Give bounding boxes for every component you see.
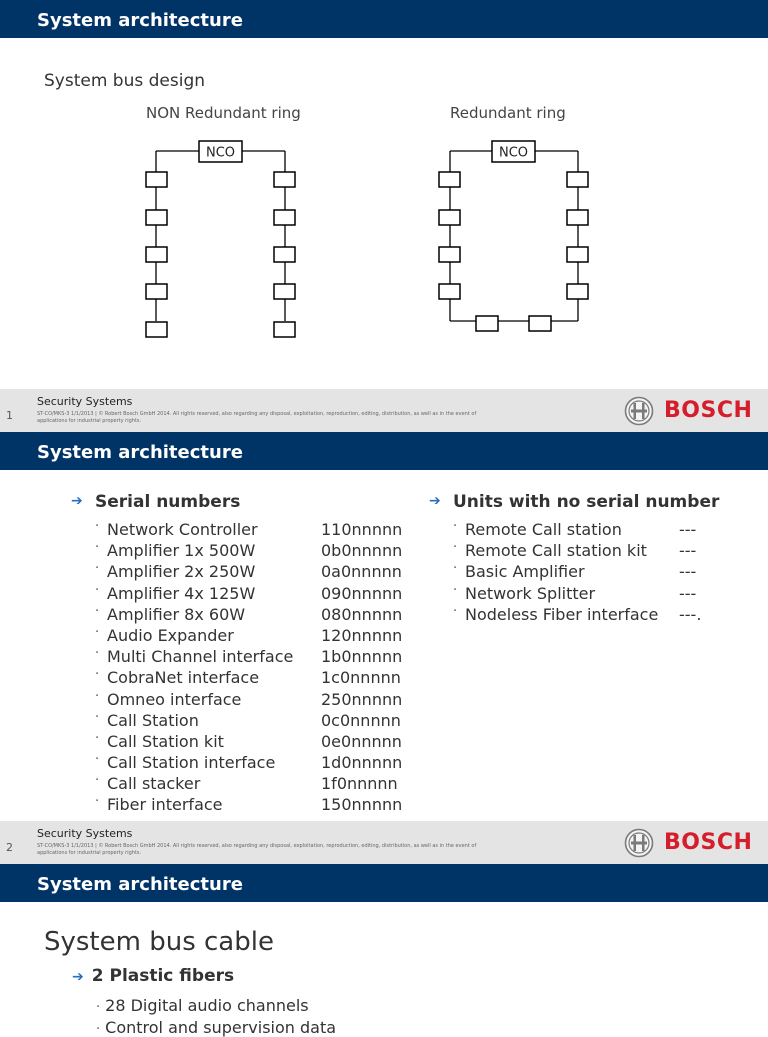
no-serial-heading: ➔ Units with no serial number: [429, 492, 720, 512]
no-serial-list: [429, 520, 759, 626]
list-item: · Control and supervision data: [96, 1018, 337, 1037]
list-item: · Audio Expander 120nnnnn: [95, 624, 403, 645]
node-box: [567, 172, 588, 187]
list-item: · Nodeless Fiber interface ---.: [453, 603, 702, 624]
slide-2: [0, 432, 768, 864]
node-box: [274, 172, 295, 187]
page-number: 2: [6, 841, 13, 854]
node-box: [439, 284, 460, 299]
bullet-dot-icon: ·: [453, 582, 458, 598]
node-box: [146, 322, 167, 337]
bullet-dot-icon: ·: [453, 519, 458, 534]
bullet-dot-icon: ·: [95, 540, 100, 556]
bullet-dot-icon: ·: [95, 646, 100, 662]
node-box: [439, 247, 460, 262]
sub-heading: ➔ 2 Plastic fibers: [72, 966, 235, 986]
list-item: · Basic Amplifier ---: [453, 561, 697, 582]
bosch-logo: [624, 828, 764, 858]
redundant-ring-label: Redundant ring: [450, 104, 566, 122]
list-item: · Call Station 0c0nnnnn: [95, 709, 401, 730]
bullet-dot-icon: ·: [96, 1022, 101, 1037]
section-heading: System bus cable: [44, 927, 274, 957]
bullet-dot-icon: ·: [95, 773, 100, 789]
section-heading: System bus design: [44, 71, 206, 91]
arrow-right-icon: ➔: [71, 493, 83, 509]
arrow-right-icon: ➔: [72, 969, 84, 985]
list-item: · Fiber interface 150nnnnn: [95, 794, 403, 815]
footer: [0, 389, 768, 432]
nco-label: NCO: [205, 145, 236, 161]
bullet-dot-icon: ·: [95, 709, 100, 725]
brand-wordmark: BOSCH: [664, 830, 753, 855]
node-box: [146, 172, 167, 187]
bullet-dot-icon: ·: [453, 603, 458, 619]
slide-title: System architecture: [37, 10, 243, 31]
node-box: [567, 210, 588, 225]
list-item: · Amplifier 2x 250W 0a0nnnnn: [95, 561, 402, 582]
list-item: · Remote Call station ---: [453, 519, 697, 539]
node-box: [274, 247, 295, 262]
list-item: · Amplifier 4x 125W 090nnnnn: [95, 582, 403, 603]
bosch-armature-icon: [624, 828, 654, 858]
title-bar: [0, 432, 768, 470]
nco-label: NCO: [498, 145, 529, 161]
bullet-dot-icon: ·: [95, 519, 100, 534]
arrow-right-icon: ➔: [429, 493, 441, 509]
footer: [0, 821, 768, 864]
list-item: · Multi Channel interface 1b0nnnnn: [95, 646, 403, 667]
slide-title: System architecture: [37, 442, 243, 463]
bosch-armature-icon: [624, 396, 654, 426]
company-name: Security Systems: [37, 827, 133, 840]
bullet-dot-icon: ·: [95, 688, 100, 704]
ring-diagrams: [0, 0, 768, 389]
node-box: [146, 247, 167, 262]
bullet-dot-icon: ·: [96, 1000, 101, 1015]
list-item: · 28 Digital audio channels: [96, 996, 309, 1015]
list-item: · Network Controller 110nnnnn: [95, 519, 403, 539]
node-box: [274, 210, 295, 225]
list-item: · Call Station interface 1d0nnnnn: [95, 752, 403, 773]
node-box: [567, 284, 588, 299]
bullet-dot-icon: ·: [95, 667, 100, 683]
slide-3: [0, 864, 768, 1037]
node-box: [274, 322, 295, 337]
slide-1: [0, 0, 768, 432]
bullet-dot-icon: ·: [95, 730, 100, 746]
legal-notice: ST-CO/MKS-3 1/1/2013 | © Robert Bosch GmbH 2014. All rights reserved, also regarding any disposal, exploitation, reproduction, editing, distribution, as well as in the event of applications for industrial property rights.: [37, 843, 477, 856]
no-serial-column: [429, 492, 759, 626]
node-box: [439, 210, 460, 225]
list-item: · CobraNet interface 1c0nnnnn: [95, 667, 401, 688]
bullet-dot-icon: ·: [95, 603, 100, 619]
bosch-logo: [624, 396, 764, 426]
node-box: [567, 247, 588, 262]
bullet-dot-icon: ·: [95, 582, 100, 598]
list-item: · Call stacker 1f0nnnnn: [95, 773, 398, 794]
serial-numbers-column: [71, 492, 411, 817]
page-number: 1: [6, 409, 13, 422]
list-item: · Network Splitter ---: [453, 582, 697, 603]
bullet-dot-icon: ·: [453, 561, 458, 577]
slide-title: System architecture: [37, 874, 243, 895]
list-item: · Call Station kit 0e0nnnnn: [95, 730, 402, 751]
serial-list: [71, 520, 411, 817]
bullet-dot-icon: ·: [95, 794, 100, 810]
serial-numbers-heading: ➔ Serial numbers: [71, 492, 241, 512]
company-name: Security Systems: [37, 395, 133, 408]
node-box: [274, 284, 295, 299]
list-item: · Amplifier 8x 60W 080nnnnn: [95, 603, 403, 624]
bullet-dot-icon: ·: [453, 540, 458, 556]
list-item: · Amplifier 1x 500W 0b0nnnnn: [95, 540, 403, 561]
bullet-dot-icon: ·: [95, 752, 100, 768]
title-bar: [0, 864, 768, 902]
node-box: [146, 210, 167, 225]
node-box: [529, 316, 551, 331]
brand-wordmark: BOSCH: [664, 398, 753, 423]
list-item: · Omneo interface 250nnnnn: [95, 688, 403, 709]
legal-notice: ST-CO/MKS-3 1/1/2013 | © Robert Bosch GmbH 2014. All rights reserved, also regarding any disposal, exploitation, reproduction, editing, distribution, as well as in the event of applications for industrial property rights.: [37, 411, 477, 424]
bullet-dot-icon: ·: [95, 561, 100, 577]
list-item: · Remote Call station kit ---: [453, 540, 697, 561]
node-box: [146, 284, 167, 299]
node-box: [476, 316, 498, 331]
non-redundant-ring-label: NON Redundant ring: [146, 104, 301, 122]
node-box: [439, 172, 460, 187]
bullet-dot-icon: ·: [95, 624, 100, 640]
